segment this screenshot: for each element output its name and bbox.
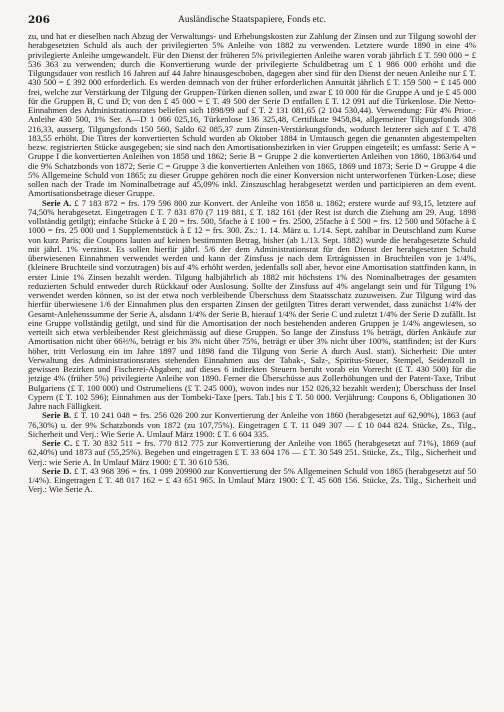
section-label: Serie D. [42, 465, 72, 476]
page-header [28, 13, 476, 27]
section-label: Serie A. [42, 197, 72, 208]
section-label: Serie B. [42, 410, 72, 421]
paragraph-text: £ T. 10 241 048 = frs. 256 026 200 zur Konvertierung der Anleihe von 1860 (herabgesetzt auf 62,90%), 1863 (auf 76,30%) u. der 9% Schatzbonds von 1872 (zu 107,75%). Eingetragen £ T. 11 049 307 — £ 10 044 824. Stücke, Zs., Tilg., Sicherheit und Verj.: Wie Serie A. Umlauf März 1900: £ T. 6 604 335. [28, 410, 476, 439]
paragraph-text: £ T. 30 832 511 = frs. 770 812 775 zur Konvertierung der Anleihe von 1865 (herabgesetzt auf 71%), 1869 (auf 62,40%) und 1873 auf (55,25%). Begeben und eingetragen £ T. 33 604 176 — £ T. 30 549 251. Stücke, Zs., Tilg., Sicherheit und Verj.: wie Serie A. In Umlauf März 1900: £ T. 30 610 536. [28, 438, 476, 467]
paragraph-serie-d [28, 467, 476, 495]
section-label: Serie C. [42, 438, 73, 448]
paragraph-text: £ T. 43 968 396 = frs. 1 099 209900 zur Konvertierung der 5% Allgemeinen Schuld von 1865 (herabgesetzt auf 50 1/4%). Eingetragen £ T. 48 017 162 = £ 43 651 965. In Umlauf März 1900: £ T. 45 608 156. Stücke, Zs. Tilg., Sicherheit und Verj.: Wie Serie A. [28, 465, 476, 495]
paragraph-serie-c [28, 439, 476, 467]
paragraph-serie-b [28, 411, 476, 439]
running-title: Ausländische Staatspapiere, Fonds etc. [177, 15, 326, 25]
paragraph-text: £ 7 183 872 = frs. 179 596 800 zur Konvert. der Anleihe von 1858 u. 1862; erstere wurde auf 93,15, letztere auf 74,50% herabgesetzt. Eingetragen £ T. 7 831 870 (7 119 881, £ T. 182 161 (der Rest ist durch die Ziehung am 29. Aug. 1898 vollständig getilgt); einfache Stücke à £ 20 = frs. 500, 5fache à £ 100 = frs. 2500, 25fache à £ 500 = frs. 12 500 und 50fache à £ 1000 = frs. 25 000 und 1 Supplementstück à £ 12 = frs. 300. Zs.: 1. 14. März u. 1./14. Sept. zahlbar in Deutschland zum Kurse von kurz Paris; die Coupons lauten auf keinen bestimmten Betrag, bisher (ab 1./13. Sept. 1882) wurde die herabgesetzte Schuld mit jährl. 1% verzinst. Es sollen hierfür jährl. 5/6 der dem Administrationsrat für den Dienst der herabgesetzten Schuld überwiesenen Einnahmen verwendet werden und kann der Zinsfuss je nach dem Ertrágnissen in Bruchteilen von je 1/4%, (kleinere Bruchteile sind vorzutragen) bis auf 4% erhöht werden, jedenfalls soll aber, bevor eine Amortisation stattfinden kann, in erster Linie 1% Zinsen bezahlt werden. Tilgung halbjährlich ab 1882 mit höchstens 1% des Nominalbetrages der gesamten reduzierten Schuld entweder durch Rückkauf oder Auslosung. Sollte der Zinsfuss auf 4% angelangt sein und für Tilgung 1% verwendet werden können, so ist der etwa noch verbleibende Überschuss dem Staatsschatz zuzuweisen. Zur Tilgung wird das hierfür überwiesene 1/6 der Einnahmen plus den ersparten Zinsen der getilgten Titres derart verwendet, dass zunächst 1/4% der Gesamt-Anlehenssumme der Serie A, alsdann 1/4% der Serie B, hierauf 1/4% der Serie C und zuletzt 1/4% der Serie D zufällt. Ist eine Gruppe vollständig getilgt, und sind für die Amortisation der noch bestehenden anderen Gruppen je 1/4% angewiesen, so verteilt sich etwa verbleibender Rest gleichmässig auf diese Gruppen. So lange der Zinsfuss 1% beträgt, dürfen Ankäufe zur Amortisation nicht über 66⅔%, beträgt er bis 3% nicht über 75%, beträgt er über 3% nicht über 100%, stattfinden; ist der Kurs höher, tritt Verlosung ein im Jahre 1897 und 1898 fand die Tilgung von Serie A durch Ausl. statt). Sicherheit: Die unter Verwaltung des Administrationsrates stehenden Einnahmen aus der Tabak-, Salz-, Spiritus-Steuer, Stempel, Seidenzoll in gewissen Bezirken und Fischerei-Abgaben; auf dieses 6 indirekten Steuern beruht vorab ein Vorrecht (£ T. 430 500) für die jetzige 4% (früher 5%) privilegierte Anleihe von 1890. Ferner die Überschüsse aus Zollerhöhungen und der Patent-Taxe, Tribut Bulgariens (£ T. 100 000) und Ostrumeliens (£ T. 245 000), wovon indes nur 152 026,32 bezahlt werden); Überschuss der Insel Cypern (£ T. 102 596); Einnahmen aus der Tombeki-Taxe [pers. Tab.] bis £ T. 50 000. Verjährung: Coupons 6, Obligationen 30 Jahre nach Fälligkeit. [28, 197, 476, 411]
paragraph-intro [28, 32, 476, 199]
paragraph-text: zu, und hat er dieselben nach Abzug der Verwaltungs- und Erhebungskosten zur Zahlung der Zinsen und zur Tilgung sowohl der herabgesetzten Schuld als auch der privilegierten 5% Anleihe von 1882 zu verwenden. Letztere wurde 1890 in eine 4% privilegierte Anleihe umgewandelt. Für den Dienst der früheren 5% privilegierten Anleihe waren vorab jährlich £ T. 590 000 = £ 536 363 zu verwenden; durch die Konvertierung wurde der privilegierte Schuldbetrag um £ 1 986 000 erhöht und die Tilgungsdauer von restlich 16 Jahren auf 44 Jahre hinausgeschoben, dagegen aber sind für den Dienst der neuen Anleihe nur £ T. 430 500 = £ 392 000 erforderlich. Es werden demnach von der früher erforderlichen Annuität jährlich £ T. 159 500 = £ 145 000 frei, welche zur Verstärkung der Tilgung der Gruppen-Türken dienen sollen, und zwar £ 10 000 für die Gruppe A und je £ 45 000 für die Gruppen B, C und D; von den £ 45 000 = £ T. 49 500 der Serie D entfallen £ T. 12 091 auf die Türkenlose. Die Netto-Einnahmen des Administrationsrates beliefen sich 1898/99 auf £ T. 2 131 081,65 (2 104 530,44). Verwendung: Für 4% Prior.-Anleihe 430 500, 1% Ser. A—D 1 066 025,16, Türkenlose 136 325,48, Certifikate 9458,84, allgemeiner Tilgungsfonds 308 216,33, ausserg. Tilgungsfonds 150 560, Saldo 62 085,37 zum Zinsen-Verstärkungsfonds, wodurch letzterer sich auf £ T. 478 183,55 erhöht. Die Titres der konvertierten Schuld wurden ab Oktober 1884 in Umtausch gegen die genannten abgestempelten bezw. registrierten Stücke ausgegeben; sie sind nach den Amortisationsbezirken in vier Gruppen eingeteilt; es umfasst: Serie A = Gruppe I die konvertierten Anleihen von 1858 und 1862; Serie B = Gruppe 2 die konvertierten Anleihen von 1860, 1863/64 und die 9% Schatzbonds von 1872; Serie C = Gruppe 3 die konvertierten Anleihen von 1865, 1869 und 1873; Serie D = Gruppe 4 die 5% Allgemeine Schuld von 1865; zu dieser Gruppe gehören noch die einer Konversion nicht unterworfenen Türken-Lose; diese sollen nach der Trade im Nominalbetrage auf 45,09% inkl. Zinszuschlag herabgesetzt werden und participieren an dem event. Amortisationsbetrage dieser Gruppe. [28, 32, 476, 199]
page-number: 206 [28, 14, 50, 26]
page-body [28, 32, 476, 704]
paragraph-serie-a [28, 199, 476, 412]
